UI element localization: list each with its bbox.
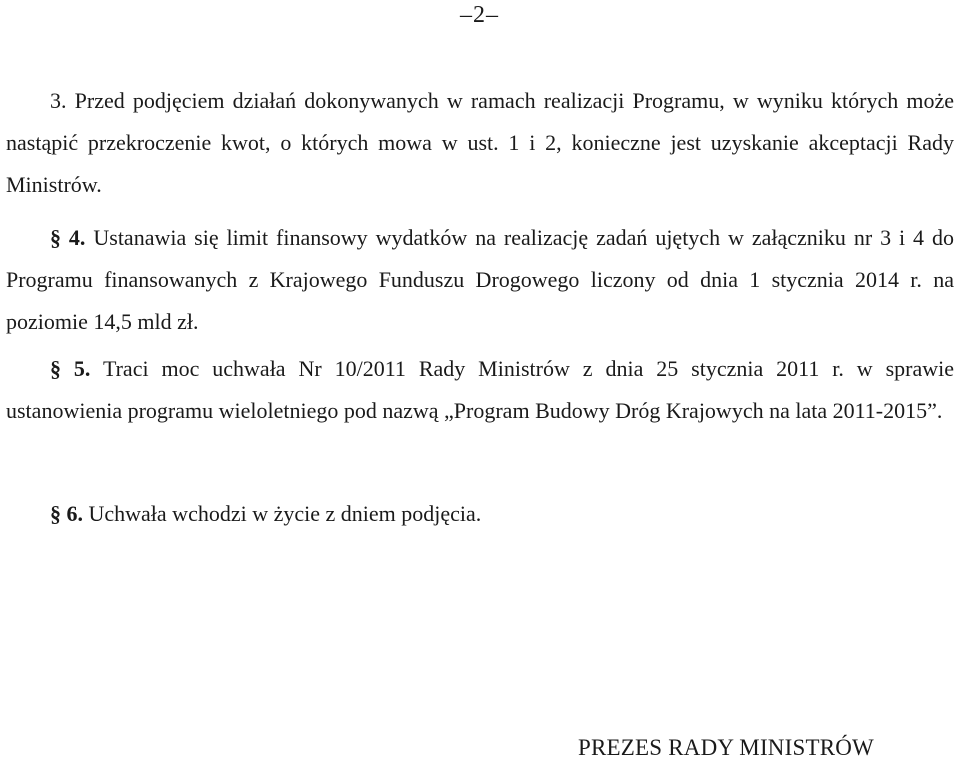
paragraph-section-6-text: Uchwała wchodzi w życie z dniem podjęcia. [83, 501, 482, 526]
paragraph-3 [6, 80, 954, 206]
paragraph-section-5-text: Traci moc uchwała Nr 10/2011 Rady Ministrów z dnia 25 stycznia 2011 r. w sprawie ustanowienia programu wieloletniego pod nazwą „Program Budowy Dróg Krajowych na lata 2011-2015”. [6, 356, 954, 423]
section-4-marker: § 4. [50, 225, 86, 250]
paragraph-section-5 [6, 348, 954, 432]
page-number: –2– [460, 2, 499, 28]
paragraph-section-6 [6, 493, 954, 535]
paragraph-section-4 [6, 217, 954, 343]
signature-title: PREZES RADY MINISTRÓW [578, 735, 874, 760]
paragraph-section-4-text: Ustanawia się limit finansowy wydatków na realizację zadań ujętych w załączniku nr 3 i 4 do Programu finansowanych z Krajowego Funduszu Drogowego liczony od dnia 1 stycznia 2014 r. na poziomie 14,5 mld zł. [6, 225, 954, 334]
section-5-marker: § 5. [50, 356, 91, 381]
paragraph-3-text: 3. Przed podjęciem działań dokonywanych w ramach realizacji Programu, w wyniku których może nastąpić przekroczenie kwot, o których mowa w ust. 1 i 2, konieczne jest uzyskanie akceptacji Rady Ministrów. [6, 88, 954, 197]
section-6-marker: § 6. [50, 501, 83, 526]
